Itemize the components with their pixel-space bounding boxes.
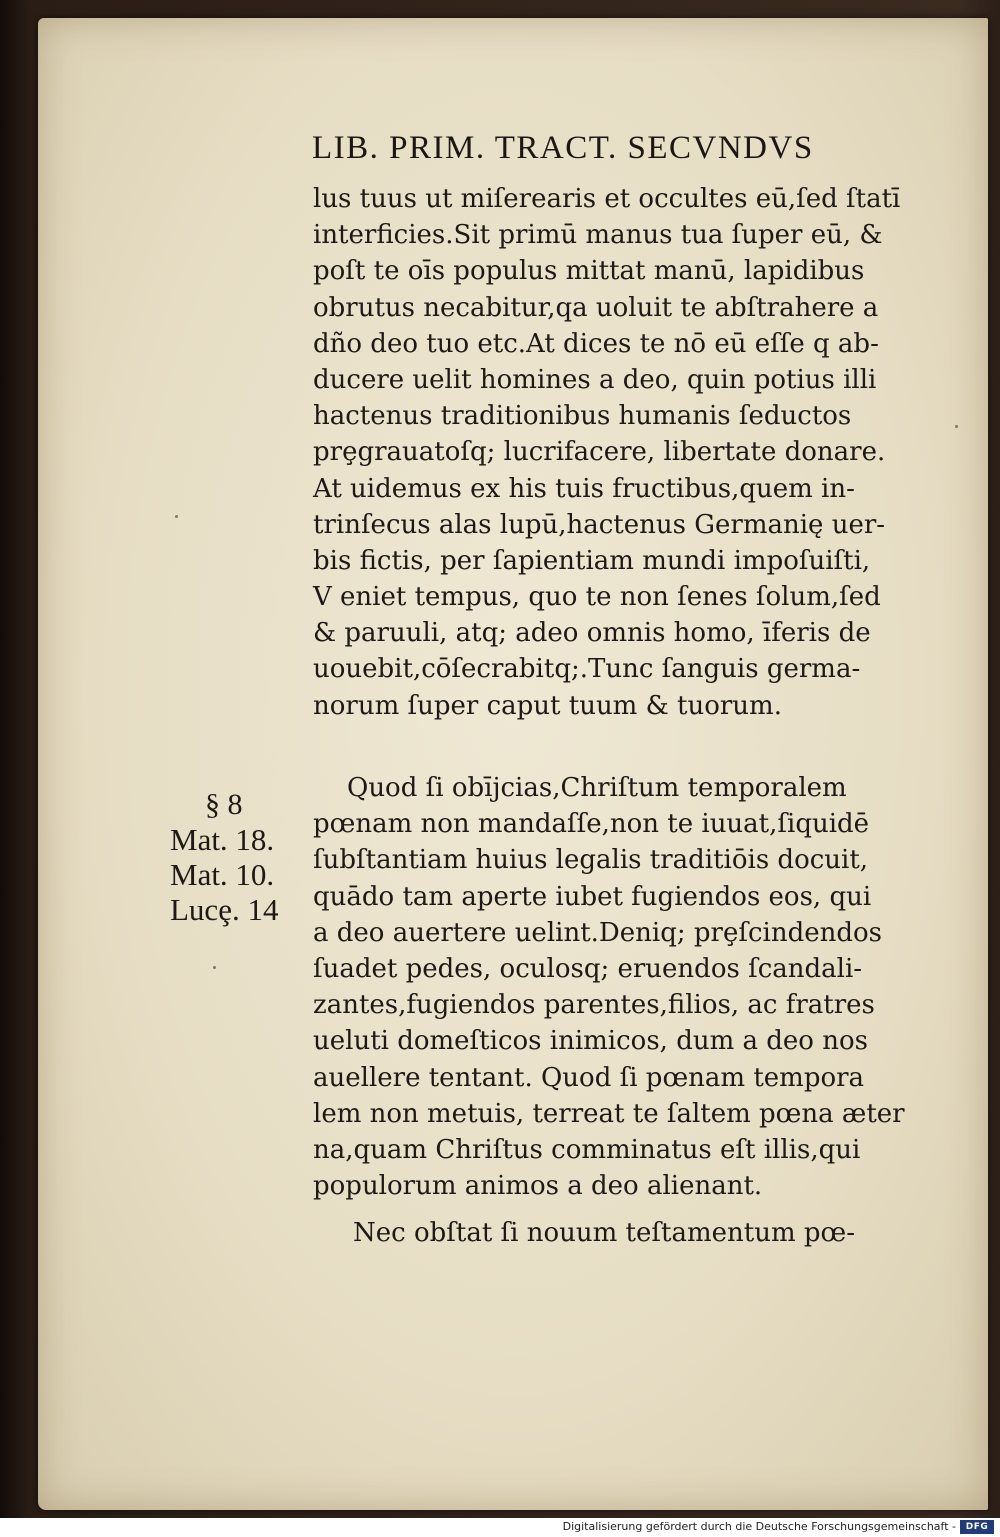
text-line: na,quam Chriſtus comminatus eſt illis,qui bbox=[313, 1134, 861, 1165]
section-mark: § 8 bbox=[205, 788, 243, 821]
text-line: At uidemus ex his tuis fructibus,quem in- bbox=[313, 473, 855, 504]
ink-speck bbox=[175, 515, 178, 518]
dfg-logo: DFG bbox=[960, 1520, 994, 1534]
ink-speck bbox=[213, 966, 216, 969]
text-line: ueluti domeſticos inimicos, dum a deo nos bbox=[313, 1026, 868, 1057]
text-line: ducere uelit homines a deo, quin potius illi bbox=[313, 364, 877, 395]
text-line: & paruuli, atq; adeo omnis homo, īferis de bbox=[313, 618, 871, 649]
text-line: lus tuus ut miſerearis et occultes eū,ſed ſtatī bbox=[313, 184, 901, 214]
text-line: pœnam non mandaſſe,non te iuuat,ſiquidē bbox=[313, 809, 870, 840]
text-line: auellere tentant. Quod ſi pœnam tempora bbox=[313, 1062, 865, 1093]
running-header: LIB. PRIM. TRACT. SECVNDVS bbox=[312, 130, 814, 166]
margin-reference: Lucȩ. 14 bbox=[170, 892, 279, 927]
text-line: hactenus traditionibus humanis ſeductos bbox=[313, 401, 852, 432]
text-line: Nec obſtat ſi nouum teſtamentum pœ- bbox=[353, 1218, 855, 1248]
text-line: ſubſtantiam huius legalis traditiōis docuit, bbox=[313, 845, 869, 876]
text-line: interficies.Sit primū manus tua ſuper eū, & bbox=[313, 220, 883, 251]
text-line: populorum animos a deo alienant. bbox=[313, 1171, 763, 1202]
text-line: zantes,fugiendos parentes,filios, ac fratres bbox=[313, 990, 875, 1021]
margin-reference: Mat. 10. bbox=[170, 857, 275, 892]
text-line: Quod ſi obījcias,Chriſtum temporalem bbox=[347, 773, 847, 803]
footer-bar bbox=[0, 1518, 1000, 1537]
margin-reference: Mat. 18. bbox=[170, 822, 275, 857]
text-line: trinſecus alas lupū,hactenus Germanię uer- bbox=[313, 509, 886, 540]
text-line: a deo auertere uelint.Deniq; prȩſcindendos bbox=[313, 917, 882, 948]
paragraph-3 bbox=[313, 1215, 938, 1251]
margin-notes bbox=[170, 787, 310, 927]
text-line: V eniet tempus, quo te non ſenes ſolum,ſed bbox=[313, 582, 881, 613]
paragraph-2 bbox=[313, 770, 938, 1204]
text-line: obrutus necabitur,qa uoluit te abſtrahere a bbox=[313, 292, 879, 323]
text-line: ſuadet pedes, oculosq; eruendos ſcandali- bbox=[313, 953, 863, 984]
paragraph-1 bbox=[313, 181, 938, 724]
text-line: dño deo tuo etc.At dices te nō eū eſſe q ab- bbox=[313, 328, 879, 359]
ink-speck bbox=[955, 425, 958, 428]
text-line: bis fictis, per ſapientiam mundi impoſuiſti, bbox=[313, 545, 871, 576]
text-line: prȩgrauatoſq; lucrifacere, libertate donare. bbox=[313, 437, 886, 468]
text-line: norum ſuper caput tuum & tuorum. bbox=[313, 690, 782, 721]
text-line: uouebit,cōſecrabitq;.Tunc ſanguis germa- bbox=[313, 654, 861, 685]
text-line: quādo tam aperte iubet fugiendos eos, qui bbox=[313, 881, 872, 912]
text-line: lem non metuis, terreat te ſaltem pœna æter bbox=[313, 1098, 905, 1129]
text-line: poſt te oīs populus mittat manū, lapidibus bbox=[313, 256, 865, 287]
funding-credit: Digitalisierung gefördert durch die Deutsche Forschungsgemeinschaft - bbox=[562, 1520, 956, 1533]
